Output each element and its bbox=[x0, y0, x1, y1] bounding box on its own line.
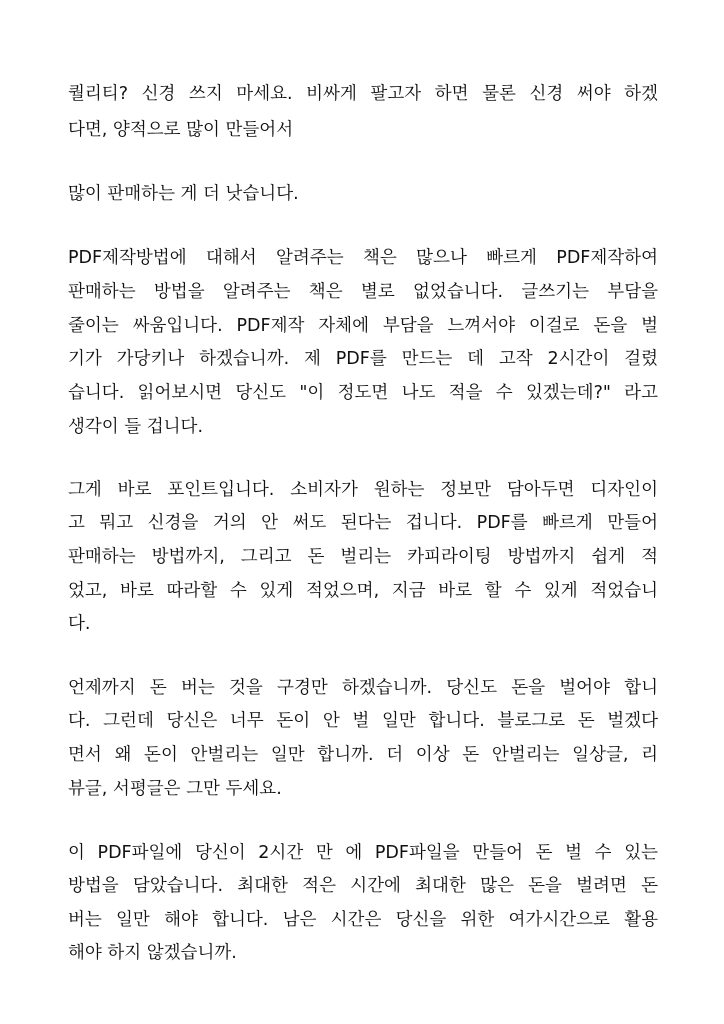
text-line: 었고, 바로 따라할 수 있게 적었으며, 지금 바로 할 수 있게 적었습니 bbox=[68, 581, 658, 601]
text-line: 버는 일만 해야 합니다. 남은 시간은 당신을 위한 여가시간으로 활용 bbox=[68, 910, 658, 930]
text-line: 그게 바로 포인트입니다. 소비자가 원하는 정보만 담아두면 디자인이 bbox=[68, 480, 658, 500]
text-line: 면서 왜 돈이 안벌리는 일만 합니까. 더 이상 돈 안벌리는 일상글, 리 bbox=[68, 745, 658, 765]
text-line: 많이 판매하는 게 더 낫습니다. bbox=[68, 184, 299, 204]
text-line: 해야 하지 않겠습니까. bbox=[68, 943, 237, 963]
text-line: 습니다. 읽어보시면 당신도 "이 정도면 나도 적을 수 있겠는데?" 라고 bbox=[68, 383, 658, 403]
text-line: 퀄리티? 신경 쓰지 마세요. 비싸게 팔고자 하면 물론 신경 써야 하겠 bbox=[68, 84, 658, 104]
text-line: 판매하는 방법을 알려주는 책은 별로 없었습니다. 글쓰기는 부담을 bbox=[68, 282, 658, 302]
text-line: 기가 가당키나 하겠습니까. 제 PDF를 만드는 데 고작 2시간이 걸렸 bbox=[68, 349, 658, 369]
text-line: 다. 그런데 당신은 너무 돈이 안 벌 일만 합니다. 블로그로 돈 벌겠다 bbox=[68, 711, 658, 731]
text-line: 뷰글, 서평글은 그만 두세요. bbox=[68, 779, 282, 799]
text-line: 다. bbox=[68, 614, 91, 634]
text-line: 판매하는 방법까지, 그리고 돈 벌리는 카피라이팅 방법까지 쉽게 적 bbox=[68, 547, 658, 567]
text-line: 방법을 담았습니다. 최대한 적은 시간에 최대한 많은 돈을 벌려면 돈 bbox=[68, 876, 658, 896]
text-line: 생각이 들 겁니다. bbox=[68, 417, 204, 437]
text-line: 언제까지 돈 버는 것을 구경만 하겠습니까. 당신도 돈을 벌어야 합니 bbox=[68, 678, 658, 698]
text-line: 고 뭐고 신경을 거의 안 써도 된다는 겁니다. PDF를 빠르게 만들어 bbox=[68, 513, 658, 533]
text-line: PDF제작방법에 대해서 알려주는 책은 많으나 빠르게 PDF제작하여 bbox=[68, 248, 658, 268]
text-line: 다면, 양적으로 많이 만들어서 bbox=[68, 120, 294, 140]
text-line: 이 PDF파일에 당신이 2시간 만 에 PDF파일을 만들어 돈 벌 수 있는 bbox=[68, 843, 658, 863]
text-line: 줄이는 싸움입니다. PDF제작 자체에 부담을 느껴서야 이걸로 돈을 벌 bbox=[68, 316, 658, 336]
